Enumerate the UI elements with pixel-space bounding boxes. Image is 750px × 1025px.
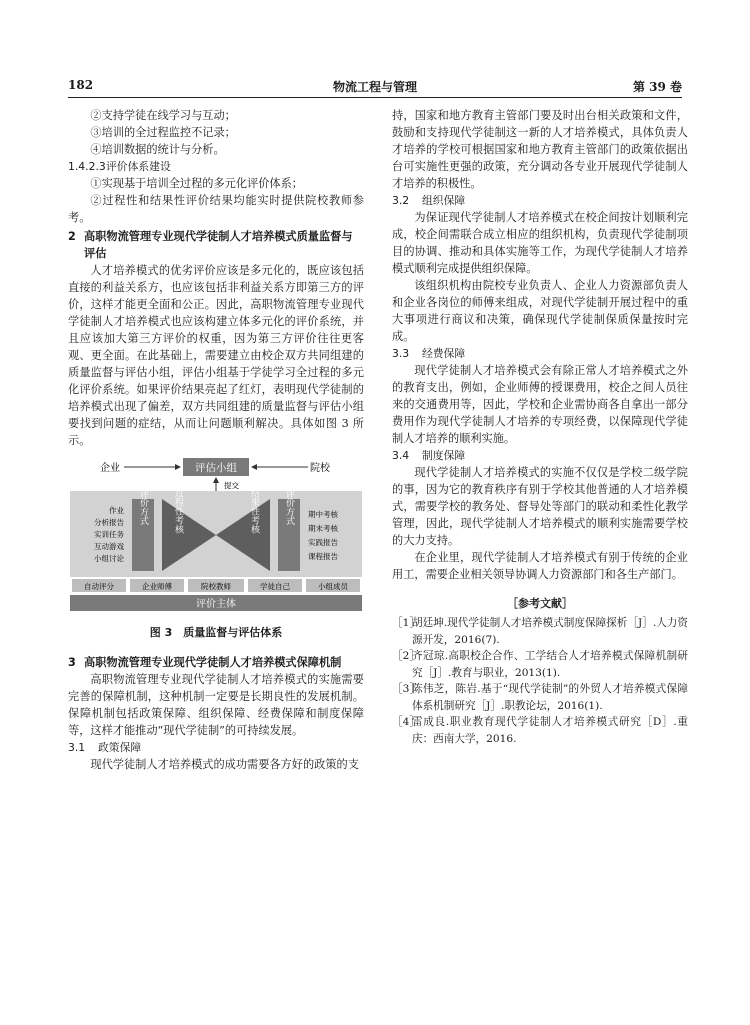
heading-number: 3.1 [68, 741, 86, 754]
subsection-heading [392, 345, 688, 362]
list-item: ②支持学徒在线学习与互动； [90, 109, 236, 122]
left-method-label: 评价方式 [138, 489, 148, 525]
paragraph: 在企业里，现代学徒制人才培养模式有别于传统的企业用工，需要企业相关领导协调人力资源部门和各生产部门。 [392, 551, 688, 581]
process-assess-label: 过程性考核 [173, 488, 183, 534]
heading-text: 高职物流管理专业现代学徒制人才培养模式质量监督与 [84, 230, 353, 243]
paragraph: 持，国家和地方教育主管部门要及时出台相关政策和文件，鼓励和支持现代学徒制这一新的人才培养模式，具体负责人才培养的学校可根据国家和地方教育主管部门的政策依据出台可实施性更强的政策，充分调动各专业开展现代学徒制人才培养的积极性。 [392, 109, 688, 190]
section-heading [68, 228, 364, 262]
heading-text: 高职物流管理专业现代学徒制人才培养模式保障机制 [84, 656, 342, 669]
journal-name: 物流工程与管理 [332, 80, 417, 94]
subject-label: 自动评分 [84, 582, 114, 591]
subject-label: 小组成员 [318, 582, 348, 591]
left-item: 实训任务 [94, 530, 124, 539]
header-rule [68, 97, 682, 98]
heading-number: 1.4.2.3 [68, 160, 106, 173]
heading-text: 经费保障 [422, 347, 466, 360]
list-item: ④培训数据的统计与分析。 [90, 143, 225, 156]
references-title: ［参考文献］ [507, 597, 573, 610]
heading-number: 3.3 [392, 347, 410, 360]
reference-item [392, 615, 688, 648]
heading-text: 组织保障 [422, 194, 466, 207]
list-item: ②过程性和结果性评价结果均能实时提供院校教师参考。 [68, 194, 364, 224]
figure-label-submit: 提交 [224, 481, 239, 490]
subsection-heading [392, 447, 688, 464]
paragraph: 高职物流管理专业现代学徒制人才培养模式的实施需要完善的保障机制，这种机制一定要是长期良性的发展机制。保障机制包括政策保障、组织保障、经费保障和制度保障等，这样才能推动“现代学徒制”的可持续发展。 [68, 673, 364, 737]
reference-text: 雷成良.职业教育现代学徒制人才培养模式研究［D］.重庆：西南大学，2016. [412, 716, 688, 745]
heading-text-continued: 评估 [84, 247, 107, 260]
figure-label-enterprise: 企业 [100, 463, 120, 474]
right-item: 实践报告 [308, 538, 338, 547]
heading-number: 3 [68, 656, 76, 669]
list-item: ③培训的全过程监控不记录； [90, 126, 236, 139]
volume-label: 第 39 卷 [632, 80, 682, 94]
reference-item [392, 681, 688, 714]
page-number: 182 [68, 78, 94, 92]
reference-item [392, 648, 688, 681]
reference-number: ［4］ [392, 716, 420, 728]
reference-text: 齐冠琼.高职校企合作、工学结合人才培养模式保障机制研究［J］.教育与职业，2013(1). [412, 650, 688, 679]
heading-text: 政策保障 [98, 741, 142, 754]
figure-canvas [68, 457, 364, 612]
reference-number: ［1］ [392, 617, 420, 629]
left-item: 分析报告 [94, 518, 124, 527]
result-assess-label: 结果性考核 [249, 488, 259, 534]
reference-text: 陈伟芝，陈岩.基于“现代学徒制”的外贸人才培养模式保障体系机制研究［J］.职教论坛，2016(1). [412, 683, 688, 712]
paragraph: 现代学徒制人才培养模式的成功需要各方好的政策的支 [90, 758, 359, 771]
paragraph: 人才培养模式的优劣评价应该是多元化的，既应该包括直接的利益关系方，也应该包括非利益关系方即第三方的评价，这样才能更全面和公正。因此，高职物流管理专业现代学徒制人才培养模式也应该构建立体多元化的评价系统，并且应该加大第三方评价的权重，因为第三方评价往往更客观、更全面。在此基础上，需要建立由校企双方共同组建的质量监督与评估小组，评估小组基于学徒学习全过程的多元化评价系统。如果评价结果亮起了红灯，表明现代学徒制的培养模式出现了偏差，双方共同组建的质量监督与评估小组要找到问题的症结，从而让问题顺利解决。具体如图 3 所示。 [68, 264, 364, 447]
subject-bar-label: 评价主体 [196, 599, 236, 610]
figure-quality-evaluation [68, 457, 364, 612]
heading-number: 3.4 [392, 449, 410, 462]
reference-item [392, 714, 688, 747]
subject-label: 学徒自己 [260, 582, 290, 591]
section-heading [68, 654, 364, 671]
figure-label-school: 院校 [310, 463, 330, 474]
subject-label: 院校教师 [201, 582, 231, 591]
heading-number: 3.2 [392, 194, 410, 207]
list-item: ①实现基于培训全过程的多元化评价体系； [90, 177, 303, 190]
paragraph: 为保证现代学徒制人才培养模式在校企间按计划顺利完成，校企间需联合成立相应的组织机构，负责现代学徒制项目的协调、推动和具体实施等工作，为现代学徒制人才培养模式顺利完成提供组织保障。 [392, 211, 688, 275]
figure-caption: 图 3 质量监督与评估体系 [149, 626, 283, 639]
subsection-heading [68, 739, 364, 756]
paragraph: 现代学徒制人才培养模式的实施不仅仅是学校二级学院的事，因为它的教育秩序有别于学校其他普通的人才培养模式，需要学校的教务处、督导处等部门的联动和柔性化教学管理，因此，现代学徒制人才培养模式的顺利实施需要学校的大力支持。 [392, 466, 688, 547]
right-item: 期末考核 [308, 524, 338, 533]
left-column [68, 107, 364, 773]
right-column [392, 107, 688, 747]
reference-text: 胡廷坤.现代学徒制人才培养模式制度保障探析［J］.人力资源开发，2016(7). [412, 617, 688, 646]
reference-number: ［2］ [392, 650, 420, 662]
right-method-label: 评价方式 [284, 489, 294, 525]
left-item: 作业 [109, 506, 124, 515]
heading-text: 评价体系建设 [106, 160, 171, 173]
paragraph: 该组织机构由院校专业负责人、企业人力资源部负责人和企业各岗位的师傅来组成，对现代学徒制开展过程中的重大事项进行商议和决策，确保现代学徒制保质保量按时完成。 [392, 279, 688, 343]
figure-label-group: 评估小组 [195, 462, 237, 474]
subject-label: 企业师傅 [142, 582, 172, 591]
heading-number: 2 [68, 230, 76, 243]
right-item: 课程报告 [308, 552, 338, 561]
subsection-heading [392, 192, 688, 209]
left-item: 互动游戏 [94, 542, 124, 551]
right-item: 期中考核 [308, 510, 338, 519]
paragraph: 现代学徒制人才培养模式会有除正常人才培养模式之外的教育支出，例如，企业师傅的授课费用，校企之间人员往来的交通费用等，因此，学校和企业需协商各自拿出一部分费用作为现代学徒制人才培养的专项经费，以保障现代学徒制人才培养的顺利实施。 [392, 364, 688, 445]
left-item: 小组讨论 [94, 554, 124, 563]
heading-text: 制度保障 [422, 449, 466, 462]
reference-number: ［3］ [392, 683, 420, 695]
subsection-heading [68, 158, 364, 175]
